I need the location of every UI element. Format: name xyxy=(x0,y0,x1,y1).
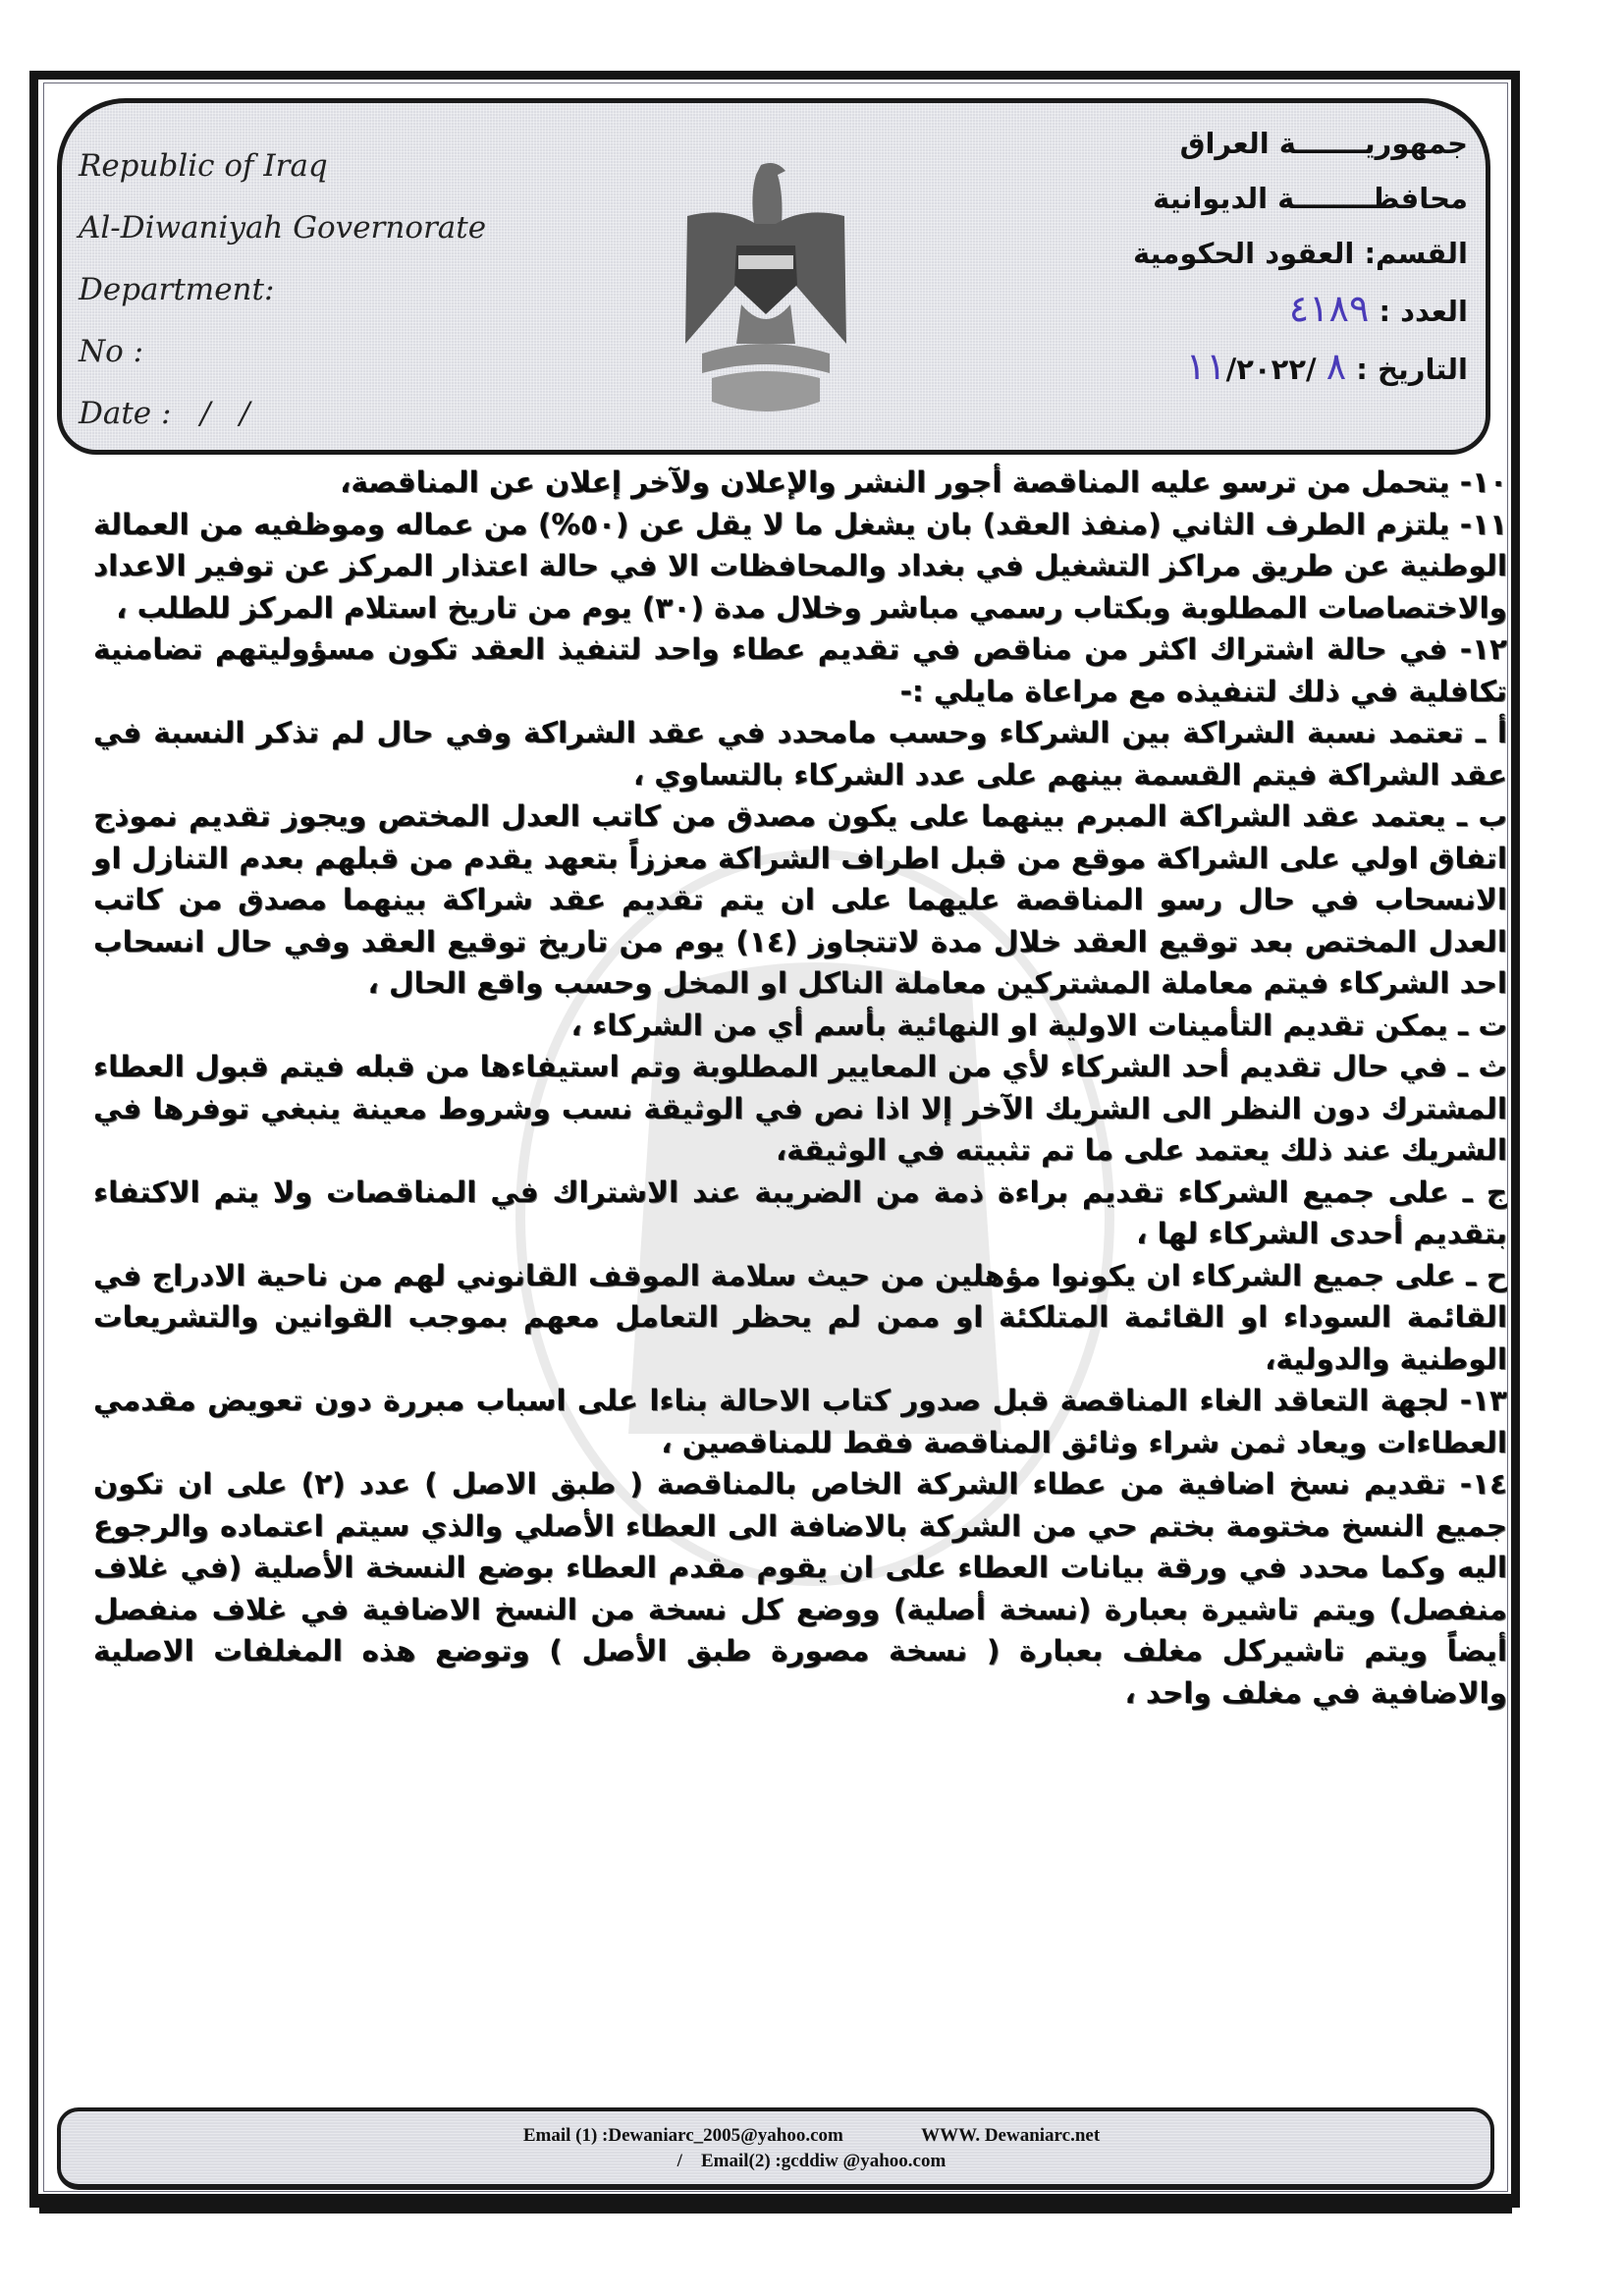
clause-12-tha: ث ـ في حال تقديم أحد الشركاء لأي من المعايير المطلوبة وتم استيفاءها من قبله فيتم قبول العطاء المشترك دون النظر الى الشريك الآخر إلا اذا نص في الوثيقة نسب وشروط معينة ينبغي توفرها في الشريك عند ذلك يعتمد على ما تم تثبيته في الوثيقة، xyxy=(93,1050,1507,1167)
clause-13: ١٣- لجهة التعاقد الغاء المناقصة قبل صدور كتاب الاحالة بناءا على اسباب مبررة دون تعويض مقدمي العطاءات ويعاد ثمن شراء وثائق المناقصة فقط للمناقصين ، xyxy=(93,1384,1507,1459)
department-ar xyxy=(1133,226,1468,281)
country-ar: جمهوريـــــــة العراق xyxy=(1179,127,1468,160)
department-label-ar: القسم: xyxy=(1364,237,1468,270)
document-body xyxy=(93,462,1507,1714)
number-value-handwritten: ٤١٨٩ xyxy=(1288,287,1370,330)
letterhead-english xyxy=(79,136,486,445)
footer-email-1: Email (1) :Dewaniarc_2005@yahoo.com xyxy=(522,2125,843,2146)
footer-website: WWW. Dewaniarc.net xyxy=(921,2125,1101,2146)
clause-12-haa: ح ـ على جميع الشركاء ان يكونوا مؤهلين من حيث سلامة الموقف القانوني لهم من ناحية الادراج في القائمة السوداء او القائمة المتلكئة او ممن لم يحظر التعامل معهم بموجب القوانين والتشريعات الوطنية والدولية، xyxy=(93,1258,1507,1376)
number-ar xyxy=(1133,281,1468,339)
date-ar: التاريخ : ٨ /١١/٢٠٢٢ xyxy=(1185,345,1468,388)
iraq-eagle-emblem-icon xyxy=(668,157,864,432)
date-label-en: Date : / / xyxy=(79,396,250,431)
date-month-handwritten: ١١ xyxy=(1185,345,1226,388)
number-label-en: No : xyxy=(79,334,144,369)
governorate-en: Al-Diwaniyah Governorate xyxy=(79,210,487,246)
footer-separator: / xyxy=(676,2151,682,2171)
clause-12-ba: ب ـ يعتمد عقد الشراكة المبرم بينهما على يكون مصدق من كاتب العدل المختص ويجوز تقديم نموذج اتفاق اولي على الشراكة موقع من قبل اطراف الشراكة معززاً بتعهد يقدم من قبلهم بعدم التنازل او الانسحاب في حال رسو المناقصة عليهما على ان يتم تقديم عقد شراكة بينهما مصدق من كاتب العدل المختص بعد توقيع العقد خلال مدة لاتتجاوز (١٤) يوم من تاريخ توقيع العقد وفي حال انسحاب احد الشركاء فيتم معاملة المشتركين معاملة الناكل او المخل وحسب واقع الحال ، xyxy=(93,799,1507,1000)
department-label-en: Department: xyxy=(79,272,275,307)
clause-10: ١٠- يتحمل من ترسو عليه المناقصة أجور النشر والإعلان ولآخر إعلان عن المناقصة، xyxy=(340,465,1507,499)
country-en: Republic of Iraq xyxy=(79,148,328,184)
clause-12-alef: أ ـ تعتمد نسبة الشراكة بين الشركاء وحسب مامحدد في عقد الشراكة وفي حال لم تذكر النسبة في عقد الشراكة فيتم القسمة بينهم على عدد الشركاء بالتساوي ، xyxy=(93,716,1507,792)
clause-12-jeem: ج ـ على جميع الشركاء تقديم براءة ذمة من الضريبة عند الاشتراك في المناقصات ولا يتم الاكتفاء بتقديم أحدى الشركاء لها ، xyxy=(93,1175,1507,1250)
clause-14: ١٤- تقديم نسخ اضافية من عطاء الشركة الخاص بالمناقصة ( طبق الاصل ) عدد (٢) على ان تكون جميع النسخ مختومة بختم حي من الشركة بالاضافة الى العطاء الأصلي والذي سيتم اعتماده والرجوع اليه وكما محدد في ورقة بيانات العطاء على ان يقوم مقدم العطاء بوضع النسخة الأصلية (في غلاف منفصل) ويتم تاشيرة بعبارة (نسخة أصلية) ووضع كل نسخة من النسخ الاضافية في غلاف منفصل أيضاً ويتم تاشيركل مغلف بعبارة ( نسخة مصورة طبق الأصل ) وتوضع هذه المغلفات الاصلية والاضافية في مغلف واحد ، xyxy=(93,1467,1508,1710)
governorate-ar: محافظــــــــة الديوانية xyxy=(1153,182,1468,215)
clause-11: ١١- يلتزم الطرف الثاني (منفذ العقد) بان يشغل ما لا يقل عن (٥٠%) من عماله وموظفيه من العمالة الوطنية عن طريق مراكز التشغيل في بغداد والمحافظات الا في حالة اعتذار المركز عن توفير الاعداد والاختصاصات المطلوبة وبكتاب رسمي مباشر وخلال مدة (٣٠) يوم من تاريخ استلام المركز للطلب ، xyxy=(93,507,1508,625)
footer-contact xyxy=(0,2123,1623,2174)
clause-12: ١٢- في حالة اشتراك اكثر من مناقص في تقديم عطاء واحد لتنفيذ العقد تكون مسؤوليتهم تضامنية تكافلية في ذلك لتنفيذه مع مراعاة مايلي :- xyxy=(93,632,1507,708)
bottom-frame-bar xyxy=(39,2200,1512,2214)
number-label-ar: العدد : xyxy=(1379,295,1468,328)
date-label-ar: التاريخ : xyxy=(1356,353,1468,386)
clause-12-ta: ت ـ يمكن تقديم التأمينات الاولية او النهائية بأسم أي من الشركاء ، xyxy=(570,1008,1507,1042)
date-year: ٢٠٢٢ xyxy=(1236,353,1307,386)
date-day-handwritten: ٨ xyxy=(1325,345,1347,388)
department-value-ar: العقود الحكومية xyxy=(1132,237,1355,270)
footer-email-2: Email(2) :gcddiw @yahoo.com xyxy=(700,2151,947,2171)
letterhead-arabic xyxy=(1133,116,1468,397)
